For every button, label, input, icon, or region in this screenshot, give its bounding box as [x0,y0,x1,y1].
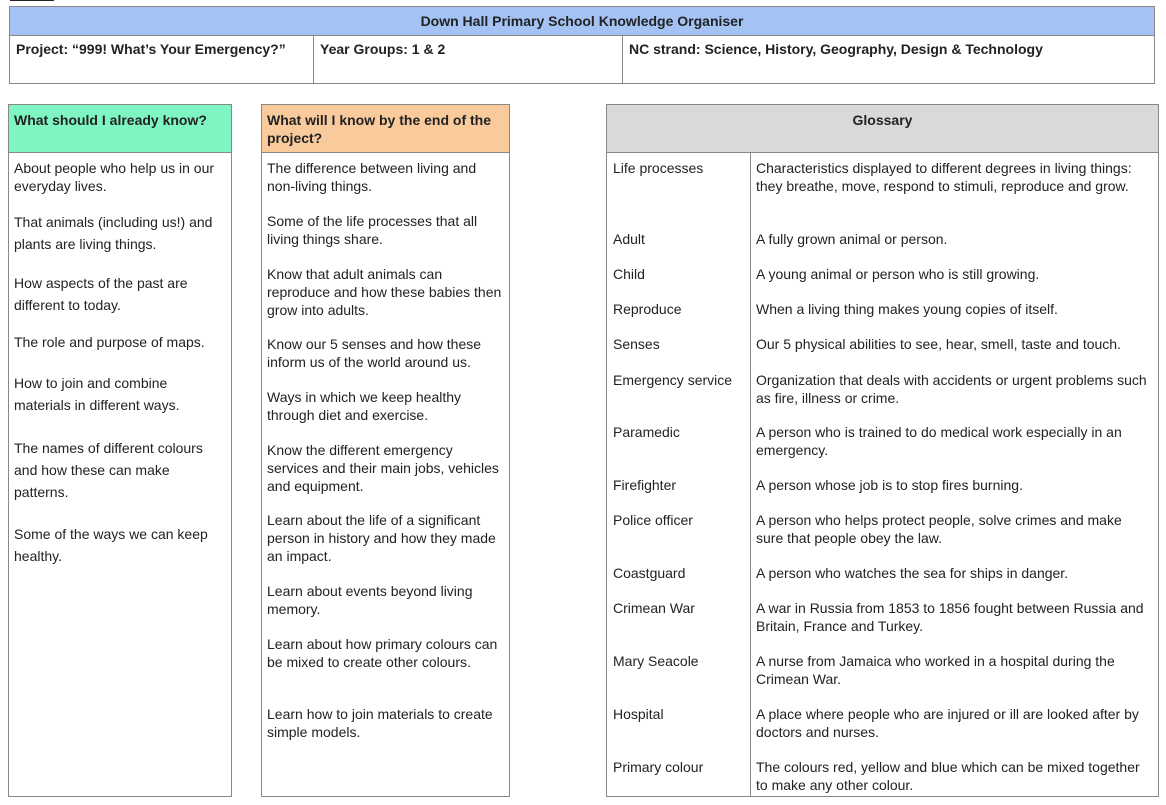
glossary-definition: A nurse from Jamaica who worked in a hospital during the Crimean War. [756,653,1115,687]
already-know-heading: What should I already know? [9,105,231,153]
glossary-term: Reproduce [613,301,682,317]
list-item: Learn about the life of a significant person in history and how they made an impact. [267,512,496,564]
list-item: Know the different emergency services and their main jobs, vehicles and equipment. [267,442,499,494]
glossary-definition: A fully grown animal or person. [756,231,948,247]
list-item: The role and purpose of maps. [14,334,205,350]
glossary-definition: A person whose job is to stop fires burning. [756,477,1023,493]
glossary-table [606,104,1159,797]
glossary-term: Firefighter [613,477,677,493]
glossary-definition: A person who watches the sea for ships in danger. [756,565,1069,581]
list-item: Learn about how primary colours can be mixed to create other colours. [267,636,498,670]
glossary-term: Adult [613,231,645,247]
glossary-heading: Glossary [607,105,1158,153]
list-item: Learn how to join materials to create simple models. [267,706,493,740]
list-item: The difference between living and non-living things. [267,160,477,194]
glossary-definition: A person who is trained to do medical work especially in an emergency. [756,424,1122,458]
top-edge-line [10,0,54,4]
list-item: Learn about events beyond living memory. [267,583,473,617]
glossary-term: Emergency service [613,372,733,388]
glossary-term: Paramedic [613,424,680,440]
list-item: Some of the ways we can keep healthy. [14,526,208,564]
list-item: Know our 5 senses and how these inform us of the world around us. [267,336,482,370]
glossary-term: Police officer [613,512,693,528]
glossary-term: Crimean War [613,600,695,616]
project-name: Project: “999! What’s Your Emergency?” [10,36,314,83]
year-groups: Year Groups: 1 & 2 [314,36,623,83]
list-item: How aspects of the past are different to today. [14,275,188,313]
already-know-column [8,104,232,797]
list-item: The names of different colours and how these can make patterns. [14,440,203,500]
glossary-definition: Our 5 physical abilities to see, hear, smell, taste and touch. [756,336,1121,352]
glossary-term: Coastguard [613,565,686,581]
list-item: About people who help us in our everyday lives. [14,160,215,194]
glossary-definition: The colours red, yellow and blue which can be mixed together to make any other colour. [756,759,1140,793]
glossary-definition: Organization that deals with accidents or urgent problems such as fire, illness or crime. [756,372,1147,406]
glossary-term: Mary Seacole [613,653,699,669]
glossary-definition: When a living thing makes young copies of itself. [756,301,1058,317]
list-item: That animals (including us!) and plants are living things. [14,214,213,252]
glossary-term: Child [613,266,645,282]
glossary-term: Primary colour [613,759,704,775]
glossary-term: Hospital [613,706,664,722]
glossary-definition: Characteristics displayed to different degrees in living things: they breathe, move, respond to stimuli, reproduce and grow. [756,160,1132,194]
page-title: Down Hall Primary School Knowledge Organiser [10,7,1154,36]
list-item: Ways in which we keep healthy through diet and exercise. [267,389,462,423]
glossary-definition: A place where people who are injured or ill are looked after by doctors and nurses. [756,706,1139,740]
glossary-term: Senses [613,336,660,352]
know-end-column [261,104,510,797]
list-item: How to join and combine materials in different ways. [14,375,180,413]
list-item: Know that adult animals can reproduce and how these babies then grow into adults. [267,266,502,318]
glossary-term: Life processes [613,160,704,176]
list-item: Some of the life processes that all living things share. [267,213,478,247]
header-table [9,6,1155,84]
glossary-column-divider [750,153,751,796]
header-info-row [10,36,1154,83]
glossary-definition: A person who helps protect people, solve crimes and make sure that people obey the law. [756,512,1122,546]
glossary-definition: A young animal or person who is still growing. [756,266,1040,282]
glossary-definition: A war in Russia from 1853 to 1856 fought between Russia and Britain, France and Turkey. [756,600,1144,634]
nc-strand: NC strand: Science, History, Geography, Design & Technology [629,41,1043,57]
know-end-heading: What will I know by the end of the project? [262,105,509,153]
